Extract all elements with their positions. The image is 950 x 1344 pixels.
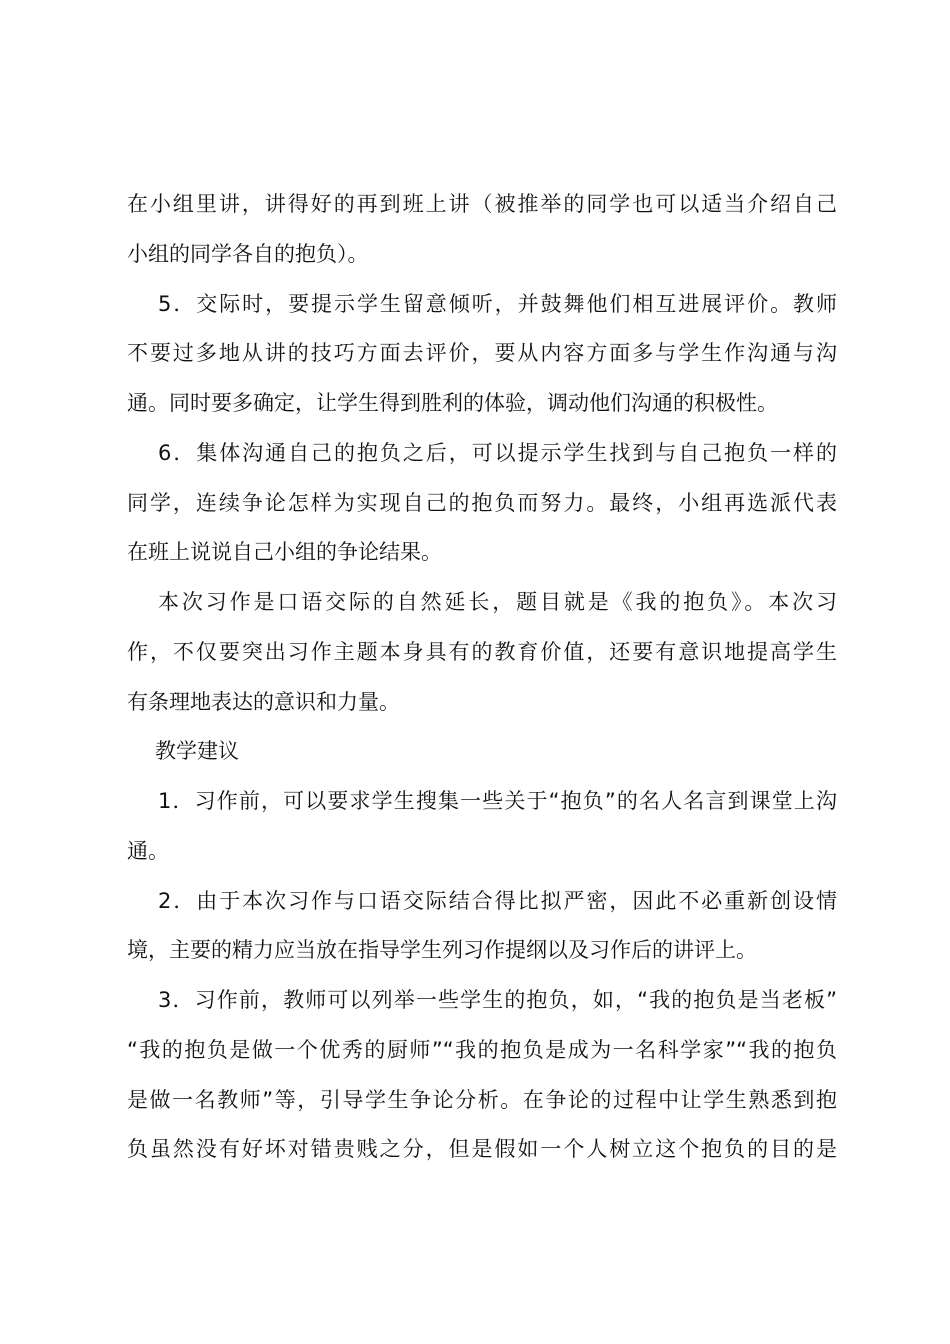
paragraph	[127, 280, 837, 429]
text-line: 本次习作是口语交际的自然延长，题目就是《我的抱负》。本次习	[158, 590, 837, 614]
text-line: 教学建议	[155, 739, 239, 764]
text-line: 不要过多地从讲的技巧方面去评价，要从内容方面多与学生作沟通与沟	[127, 341, 837, 366]
text-line: 负虽然没有好坏对错贵贱之分，但是假如一个人树立这个抱负的目的是	[127, 1137, 837, 1162]
text-line: 在小组里讲，讲得好的再到班上讲（被推举的同学也可以适当介绍自己	[127, 192, 837, 216]
text-line: 3．习作前，教师可以列举一些学生的抱负，如，“我的抱负是当老板”	[158, 988, 837, 1012]
paragraph	[127, 877, 837, 977]
text-line: 通。同时要多确定，让学生得到胜利的体验，调动他们沟通的积极性。	[127, 391, 778, 415]
section-heading	[127, 727, 837, 777]
text-line: 5．交际时，要提示学生留意倾听，并鼓舞他们相互进展评价。教师	[158, 291, 837, 316]
text-line: 有条理地表达的意识和力量。	[127, 689, 400, 714]
text-line: 同学，连续争论怎样为实现自己的抱负而努力。最终，小组再选派代表	[127, 490, 837, 515]
text-line: 是做一名教师”等，引导学生争论分析。在争论的过程中让学生熟悉到抱	[127, 1087, 837, 1112]
paragraph	[127, 777, 837, 877]
paragraph	[127, 578, 837, 727]
paragraph	[127, 429, 837, 578]
document-page	[127, 180, 837, 1175]
paragraph	[127, 976, 837, 1175]
text-line: 通。	[127, 838, 169, 863]
text-line: “我的抱负是做一个优秀的厨师”“我的抱负是成为一名科学家”“我的抱负	[127, 1037, 837, 1062]
text-line: 作，不仅要突出习作主题本身具有的教育价值，还要有意识地提高学生	[127, 639, 837, 664]
text-line: 在班上说说自己小组的争论结果。	[127, 540, 442, 565]
text-line: 境，主要的精力应当放在指导学生列习作提纲以及习作后的讲评上。	[127, 938, 757, 963]
text-line: 6．集体沟通自己的抱负之后，可以提示学生找到与自己抱负一样的	[158, 440, 837, 465]
text-line: 2．由于本次习作与口语交际结合得比拟严密，因此不必重新创设情	[158, 888, 837, 913]
text-line: 小组的同学各自的抱负）。	[127, 241, 369, 266]
text-line: 1．习作前，可以要求学生搜集一些关于“抱负”的名人名言到课堂上沟	[158, 789, 837, 813]
paragraph	[127, 180, 837, 280]
